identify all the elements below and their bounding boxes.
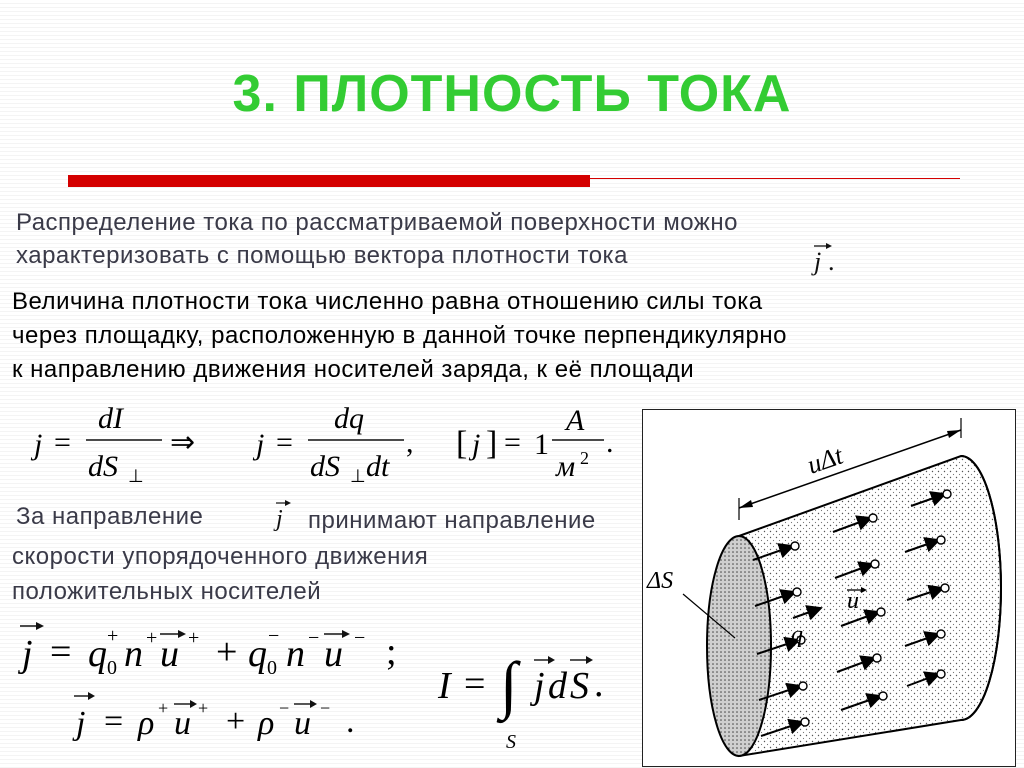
svg-text:2: 2 (580, 448, 589, 468)
direction-part-1: За направление (16, 503, 204, 530)
svg-text:=: = (50, 631, 72, 673)
direction-part-2: принимают направление (308, 507, 596, 534)
formula-unit (456, 404, 614, 483)
svg-text:+: + (188, 627, 200, 649)
svg-text:.: . (346, 703, 355, 740)
velocity-label: u (847, 588, 859, 614)
svg-text:j: j (534, 665, 545, 707)
svg-text:=: = (104, 703, 124, 740)
svg-text:+: + (226, 703, 246, 740)
svg-text:ρ: ρ (138, 705, 155, 742)
svg-text:dq: dq (334, 402, 364, 435)
svg-text:+: + (146, 627, 158, 649)
svg-text:q: q (248, 633, 267, 675)
svg-text:j: j (276, 506, 283, 532)
definition-line-3: к направлению движения носителей заряда, к её площади (12, 356, 695, 383)
svg-text:=: = (464, 663, 486, 705)
direction-line-2: скорости упорядоченного движения (12, 543, 429, 570)
intro-line-2: характеризовать с помощью вектора плотности тока (16, 242, 628, 269)
svg-text:+: + (216, 631, 238, 673)
formula-j-dq (252, 402, 414, 486)
svg-text:=: = (504, 426, 521, 459)
vector-j-inline (268, 496, 294, 536)
svg-text:.: . (594, 663, 604, 705)
definition-line-1: Величина плотности тока численно равна отношению силы тока (12, 288, 763, 315)
svg-text:−: − (320, 698, 331, 718)
svg-text:0: 0 (107, 657, 117, 679)
title-underline-thin (590, 178, 960, 179)
svg-text:u: u (324, 633, 343, 675)
svg-text:⇒: ⇒ (170, 426, 196, 459)
svg-text:−: − (354, 627, 366, 649)
svg-text:u: u (174, 705, 191, 742)
svg-text:,: , (406, 426, 414, 459)
svg-text:[: [ (456, 425, 468, 462)
svg-text:]: ] (486, 425, 498, 462)
svg-text:dt: dt (366, 450, 390, 483)
svg-text:=: = (276, 426, 293, 459)
current-tube-diagram (643, 410, 1015, 766)
svg-text:⊥: ⊥ (350, 466, 366, 486)
charge-label: q (791, 622, 803, 648)
svg-text:+: + (107, 625, 119, 647)
formula-j-carriers (10, 612, 430, 682)
svg-text:+: + (158, 698, 169, 718)
svg-text:−: − (268, 625, 280, 647)
svg-text:м: м (556, 450, 576, 483)
svg-text:1: 1 (534, 428, 549, 461)
title-underline (68, 175, 590, 187)
svg-text:j: j (814, 247, 822, 276)
svg-text:dS: dS (88, 450, 118, 483)
svg-text:u: u (294, 705, 311, 742)
svg-text:d: d (548, 665, 567, 707)
svg-text:A: A (566, 404, 585, 437)
svg-text:+: + (198, 698, 209, 718)
length-label: uΔt (803, 440, 847, 480)
svg-text:dI: dI (98, 402, 123, 435)
svg-text:∫: ∫ (500, 649, 518, 720)
svg-text:;: ; (386, 631, 397, 673)
svg-text:I: I (438, 665, 451, 707)
svg-text:q: q (88, 633, 107, 675)
svg-text:.: . (606, 426, 614, 459)
formula-j-dI (30, 402, 195, 486)
slide-title: 3. ПЛОТНОСТЬ ТОКА (232, 65, 792, 123)
svg-text:u: u (160, 633, 179, 675)
vector-j-symbol (806, 238, 846, 278)
intro-line-1: Распределение тока по рассматриваемой поверхности можно (16, 209, 738, 236)
svg-text:−: − (279, 698, 290, 718)
svg-text:−: − (308, 627, 320, 649)
svg-text:j: j (76, 705, 86, 742)
svg-text:j: j (472, 428, 481, 461)
svg-text:=: = (54, 426, 71, 459)
svg-text:j: j (34, 428, 43, 461)
current-tube-figure (642, 409, 1016, 767)
svg-text:n: n (286, 633, 305, 675)
formula-row (20, 396, 640, 491)
svg-text:j: j (22, 633, 33, 675)
svg-text:dS: dS (310, 450, 340, 483)
svg-text:0: 0 (267, 657, 277, 679)
formula-j-density (64, 684, 384, 748)
svg-text:j: j (256, 428, 265, 461)
formula-current-integral (430, 634, 630, 754)
svg-text:ρ: ρ (258, 705, 275, 742)
svg-text:S: S (570, 665, 589, 707)
direction-line-3: положительных носителей (12, 578, 322, 605)
svg-text:.: . (828, 247, 835, 276)
svg-text:⊥: ⊥ (128, 466, 144, 486)
svg-text:S: S (506, 731, 516, 753)
definition-line-2: через площадку, расположенную в данной точке перпендикулярно (12, 322, 787, 349)
area-label: ΔS (647, 568, 674, 594)
svg-text:n: n (124, 633, 143, 675)
